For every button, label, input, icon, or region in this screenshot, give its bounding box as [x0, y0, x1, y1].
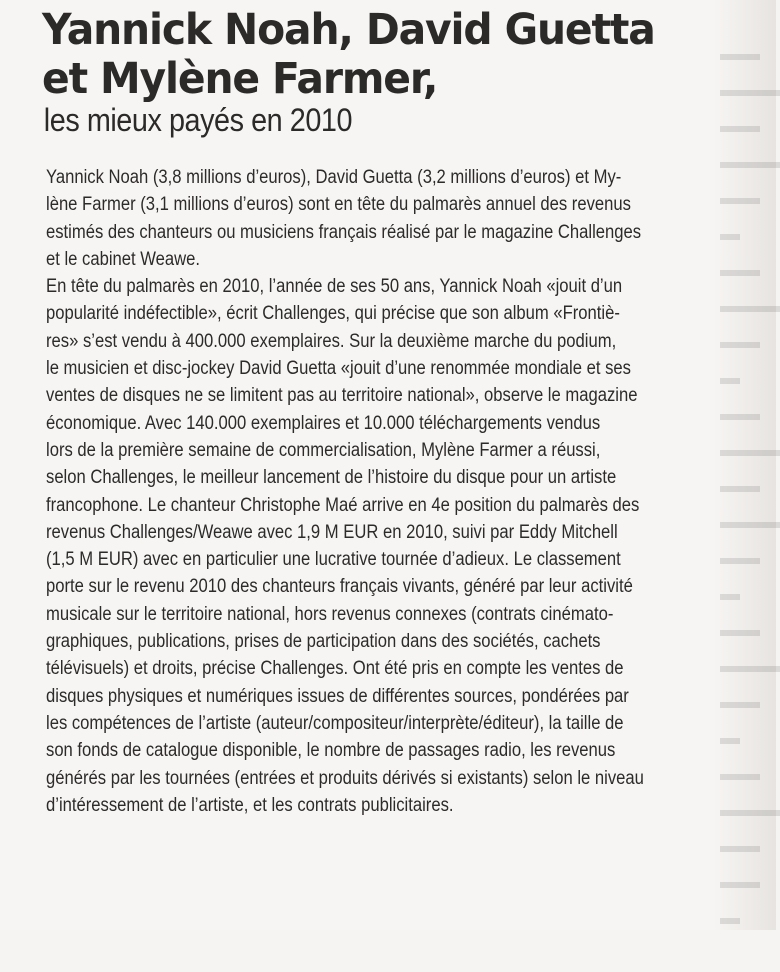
body-line: musicale sur le territoire national, hors revenus connexes (contrats cinémato- [46, 603, 614, 625]
body-line: lors de la première semaine de commercialisation, Mylène Farmer a réussi, [46, 439, 601, 461]
body-line: (1,5 M EUR) avec en particulier une lucrative tournée d’adieux. Le classement [46, 549, 621, 571]
body-line: porte sur le revenu 2010 des chanteurs français vivants, généré par leur activité [46, 576, 633, 598]
article-body [46, 164, 746, 819]
body-line: générés par les tournées (entrées et produits dérivés si existants) selon le niveau [46, 767, 644, 789]
body-line: res» s’est vendu à 400.000 exemplaires. Sur la deuxième marche du podium, [46, 330, 617, 352]
body-line: francophone. Le chanteur Christophe Maé arrive en 4e position du palmarès des [46, 494, 640, 516]
body-line: ventes de disques ne se limitent pas au territoire national», observe le magazine [46, 385, 638, 407]
body-line: disques physiques et numériques issues de différentes sources, pondérées par [46, 685, 629, 707]
body-line: graphiques, publications, prises de participation dans des sociétés, cachets [46, 631, 601, 653]
body-line: En tête du palmarès en 2010, l’année de ses 50 ans, Yannick Noah «jouit d’un [46, 276, 623, 298]
body-line: revenus Challenges/Weawe avec 1,9 M EUR en 2010, suivi par Eddy Mitchell [46, 521, 618, 543]
bleed-through-text: ▬▬ ▬▬▬ ▬▬ ▬▬▬ ▬▬ ▬ ▬▬ ▬▬▬ ▬▬ ▬ ▬▬ ▬▬▬ ▬▬ ▬▬▬ ▬▬ ▬ ▬▬ ▬▬▬ ▬▬ ▬ ▬▬ ▬▬▬ ▬▬ ▬▬ ▬ [720, 43, 780, 929]
body-line: popularité indéfectible», écrit Challenges, qui précise que son album «Frontiè- [46, 303, 620, 325]
body-line: économique. Avec 140.000 exemplaires et 10.000 téléchargements vendus [46, 412, 601, 434]
subheadline: les mieux payés en 2010 [43, 102, 353, 138]
body-line: d’intéressement de l’artiste, et les contrats publicitaires. [46, 794, 454, 816]
body-line: estimés des chanteurs ou musiciens français réalisé par le magazine Challenges [46, 221, 642, 243]
body-line: son fonds de catalogue disponible, le nombre de passages radio, les revenus [46, 740, 616, 762]
body-line: lène Farmer (3,1 millions d’euros) sont en tête du palmarès annuel des revenus [46, 194, 631, 216]
headline-line-2: et Mylène Farmer, [42, 54, 438, 104]
body-line: selon Challenges, le meilleur lancement de l’histoire du disque pour un artiste [46, 467, 617, 489]
article-header [42, 6, 742, 138]
body-line: et le cabinet Weawe. [46, 248, 201, 270]
body-line: Yannick Noah (3,8 millions d’euros), David Guetta (3,2 millions d’euros) et My- [46, 167, 622, 188]
body-line: le musicien et disc-jockey David Guetta «jouit d’une renommée mondiale et ses [46, 358, 631, 380]
headline-line-1: Yannick Noah, David Guetta [42, 5, 655, 55]
headline [42, 6, 707, 104]
body-line: télévisuels) et droits, précise Challenges. Ont été pris en compte les ventes de [46, 658, 624, 680]
body-line: les compétences de l’artiste (auteur/compositeur/interprète/éditeur), la taille de [46, 712, 624, 734]
